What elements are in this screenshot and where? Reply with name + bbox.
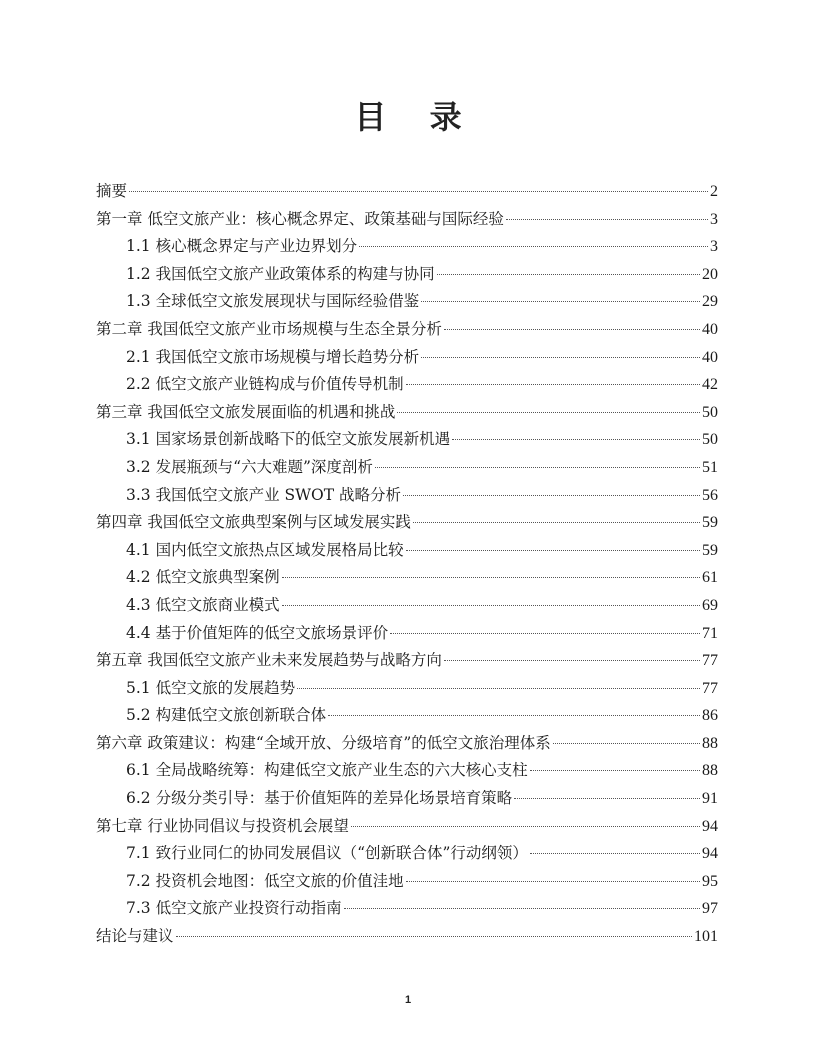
dot-leader bbox=[375, 467, 700, 468]
toc-entry-label: 4.1 国内低空文旅热点区域发展格局比较 bbox=[126, 540, 404, 559]
toc-entry-page-number: 20 bbox=[702, 265, 718, 283]
toc-entry-page-number: 91 bbox=[702, 790, 718, 808]
toc-entry-label: 第二章 我国低空文旅产业市场规模与生态全景分析 bbox=[96, 319, 442, 338]
toc-entry-page-number: 3 bbox=[710, 238, 718, 256]
toc-entry-page-number: 56 bbox=[702, 486, 718, 504]
toc-entry-page-number: 77 bbox=[702, 679, 718, 697]
toc-entry-label: 3.1 国家场景创新战略下的低空文旅发展新机遇 bbox=[126, 430, 451, 449]
toc-entry-page-number: 2 bbox=[710, 183, 718, 200]
toc-section-entry[interactable] bbox=[96, 371, 718, 399]
toc-chapter-entry[interactable] bbox=[96, 647, 718, 675]
toc-section-entry[interactable] bbox=[96, 757, 718, 785]
toc-section-entry[interactable] bbox=[96, 620, 718, 648]
dot-leader bbox=[403, 495, 700, 496]
toc-entry-page-number: 86 bbox=[702, 707, 718, 725]
dot-leader bbox=[444, 329, 700, 330]
dot-leader bbox=[406, 550, 700, 551]
toc-entry-page-number: 95 bbox=[702, 872, 718, 890]
page-number: 1 bbox=[404, 994, 412, 1006]
toc-section-entry[interactable] bbox=[96, 702, 718, 730]
toc-section-entry[interactable] bbox=[96, 895, 718, 923]
dot-leader bbox=[351, 826, 700, 827]
toc-section-entry[interactable] bbox=[96, 288, 718, 316]
dot-leader bbox=[421, 357, 700, 358]
toc-entry-page-number: 29 bbox=[702, 293, 718, 311]
dot-leader bbox=[397, 412, 700, 413]
dot-leader bbox=[406, 881, 700, 882]
toc-entry-page-number: 59 bbox=[702, 514, 718, 532]
dot-leader bbox=[282, 577, 700, 578]
toc-section-entry[interactable] bbox=[96, 868, 718, 896]
toc-entry-page-number: 3 bbox=[710, 210, 718, 228]
dot-leader bbox=[406, 384, 700, 385]
toc-section-entry[interactable] bbox=[96, 675, 718, 703]
toc-entry-label: 结论与建议 bbox=[96, 927, 174, 946]
dot-leader bbox=[328, 715, 700, 716]
dot-leader bbox=[514, 798, 700, 799]
toc-entry-label: 第七章 行业协同倡议与投资机会展望 bbox=[96, 816, 349, 835]
dot-leader bbox=[176, 936, 692, 937]
dot-leader bbox=[437, 274, 700, 275]
toc-entry-page-number: 42 bbox=[702, 376, 718, 394]
toc-section-entry[interactable] bbox=[96, 426, 718, 454]
toc-entry-label: 2.2 低空文旅产业链构成与价值传导机制 bbox=[126, 375, 404, 394]
toc-entry-label: 7.3 低空文旅产业投资行动指南 bbox=[126, 899, 342, 918]
toc-entry-page-number: 51 bbox=[702, 458, 718, 476]
toc-entry-label: 第五章 我国低空文旅产业未来发展趋势与战略方向 bbox=[96, 651, 442, 670]
toc-entry-page-number: 50 bbox=[702, 431, 718, 449]
toc-entry-label: 第四章 我国低空文旅典型案例与区域发展实践 bbox=[96, 513, 411, 532]
dot-leader bbox=[297, 688, 700, 689]
toc-entry-page-number: 97 bbox=[702, 900, 718, 918]
toc-entry-label: 7.1 致行业同仁的协同发展倡议（“创新联合体”行动纲领） bbox=[126, 844, 528, 863]
toc-entry-page-number: 88 bbox=[702, 734, 718, 752]
toc-section-entry[interactable] bbox=[96, 840, 718, 868]
toc-entry-page-number: 101 bbox=[694, 928, 718, 946]
toc-chapter-entry[interactable] bbox=[96, 316, 718, 344]
toc-entry-page-number: 50 bbox=[702, 403, 718, 421]
toc-entry-label: 6.1 全局战略统筹：构建低空文旅产业生态的六大核心支柱 bbox=[126, 761, 528, 780]
dot-leader bbox=[530, 853, 700, 854]
toc-chapter-entry[interactable] bbox=[96, 730, 718, 758]
toc-entry-label: 摘要 bbox=[96, 182, 128, 200]
toc-entry-label: 第六章 政策建议：构建“全域开放、分级培育”的低空文旅治理体系 bbox=[96, 733, 551, 752]
toc-section-entry[interactable] bbox=[96, 785, 718, 813]
toc-entry-page-number: 40 bbox=[702, 320, 718, 338]
dot-leader bbox=[421, 301, 700, 302]
toc-entry-page-number: 77 bbox=[702, 652, 718, 670]
toc-chapter-entry[interactable] bbox=[96, 813, 718, 841]
toc-entry-label: 1.2 我国低空文旅产业政策体系的构建与协同 bbox=[126, 264, 435, 283]
toc-entry-page-number: 71 bbox=[702, 624, 718, 642]
toc-entry-page-number: 61 bbox=[702, 569, 718, 587]
toc-chapter-entry[interactable] bbox=[96, 509, 718, 537]
toc-entry-label: 4.4 基于价值矩阵的低空文旅场景评价 bbox=[126, 623, 389, 642]
toc-section-entry[interactable] bbox=[96, 261, 718, 289]
toc-chapter-entry[interactable] bbox=[96, 399, 718, 427]
toc-entry-label: 1.1 核心概念界定与产业边界划分 bbox=[126, 237, 358, 256]
toc-section-entry[interactable] bbox=[96, 592, 718, 620]
toc-entry-page-number: 94 bbox=[702, 817, 718, 835]
dot-leader bbox=[530, 770, 700, 771]
toc-section-entry[interactable] bbox=[96, 537, 718, 565]
toc-chapter-entry[interactable] bbox=[96, 206, 718, 234]
toc-entry-label: 5.2 构建低空文旅创新联合体 bbox=[126, 706, 327, 725]
dot-leader bbox=[282, 605, 700, 606]
toc-entry-page-number: 88 bbox=[702, 762, 718, 780]
toc-entry-page-number: 94 bbox=[702, 845, 718, 863]
toc-entry-label: 第一章 低空文旅产业：核心概念界定、政策基础与国际经验 bbox=[96, 209, 504, 228]
dot-leader bbox=[413, 522, 700, 523]
toc-section-entry[interactable] bbox=[96, 454, 718, 482]
table-of-contents bbox=[96, 178, 718, 951]
toc-entry-page-number: 69 bbox=[702, 596, 718, 614]
toc-entry-label: 3.2 发展瓶颈与“六大难题”深度剖析 bbox=[126, 457, 373, 476]
toc-chapter-entry[interactable] bbox=[96, 923, 718, 951]
toc-entry-label: 2.1 我国低空文旅市场规模与增长趋势分析 bbox=[126, 347, 420, 366]
toc-chapter-entry[interactable] bbox=[96, 178, 718, 206]
toc-entry-label: 1.3 全球低空文旅发展现状与国际经验借鉴 bbox=[126, 292, 420, 311]
dot-leader bbox=[129, 191, 708, 192]
dot-leader bbox=[444, 660, 700, 661]
toc-entry-label: 7.2 投资机会地图：低空文旅的价值洼地 bbox=[126, 871, 404, 890]
toc-entry-label: 第三章 我国低空文旅发展面临的机遇和挑战 bbox=[96, 402, 396, 421]
toc-section-entry[interactable] bbox=[96, 564, 718, 592]
toc-section-entry[interactable] bbox=[96, 233, 718, 261]
toc-section-entry[interactable] bbox=[96, 482, 718, 510]
dot-leader bbox=[390, 633, 700, 634]
dot-leader bbox=[359, 246, 708, 247]
toc-section-entry[interactable] bbox=[96, 344, 718, 372]
toc-entry-label: 4.3 低空文旅商业模式 bbox=[126, 595, 280, 614]
dot-leader bbox=[452, 439, 700, 440]
dot-leader bbox=[506, 219, 708, 220]
dot-leader bbox=[553, 743, 700, 744]
dot-leader bbox=[344, 908, 700, 909]
toc-entry-label: 3.3 我国低空文旅产业 SWOT 战略分析 bbox=[126, 485, 402, 504]
toc-entry-page-number: 59 bbox=[702, 541, 718, 559]
toc-entry-label: 6.2 分级分类引导：基于价值矩阵的差异化场景培育策略 bbox=[126, 789, 513, 808]
page-title: 目 录 bbox=[354, 98, 478, 136]
toc-entry-label: 4.2 低空文旅典型案例 bbox=[126, 568, 280, 587]
toc-entry-page-number: 40 bbox=[702, 348, 718, 366]
toc-entry-label: 5.1 低空文旅的发展趋势 bbox=[126, 678, 296, 697]
